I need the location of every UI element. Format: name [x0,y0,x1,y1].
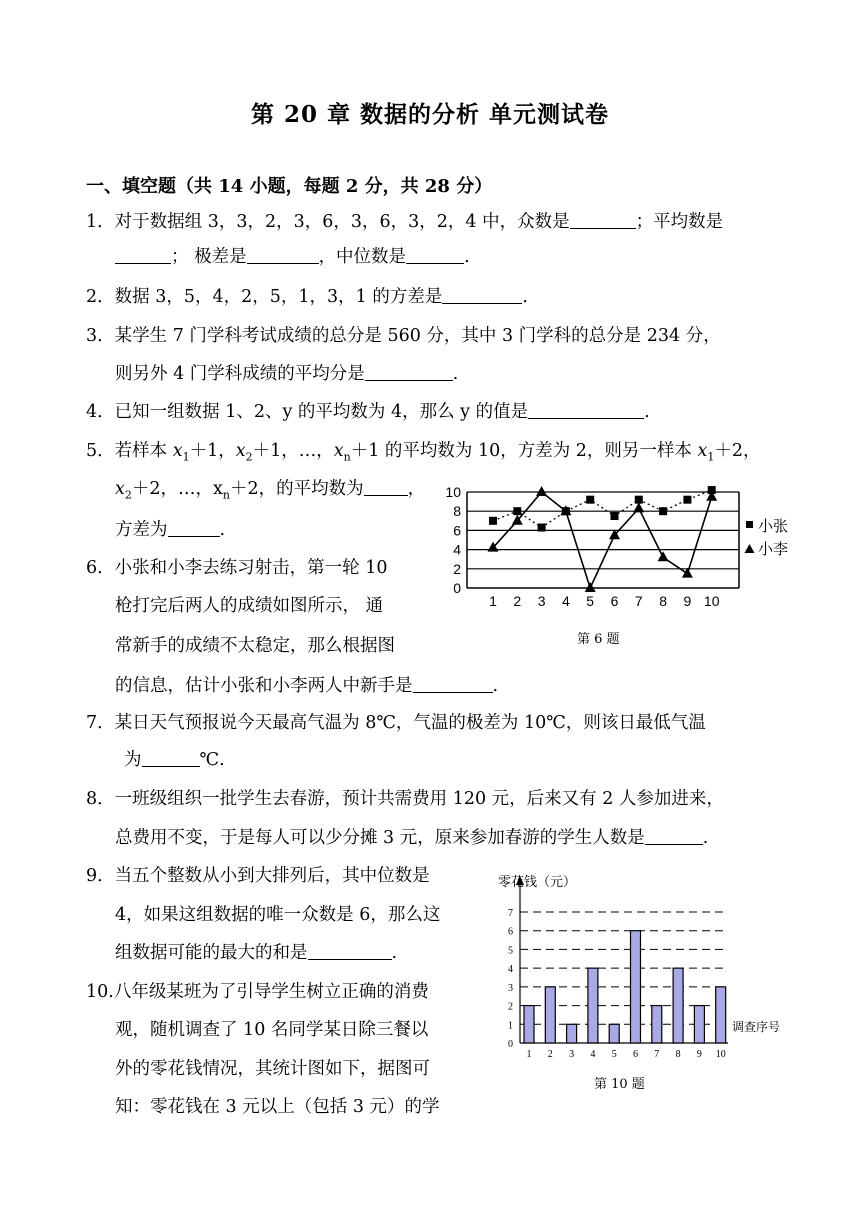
x-tick-label: 5 [611,1049,617,1060]
answer-blank[interactable] [406,245,464,264]
answer-blank[interactable] [364,477,408,496]
question-5-line-1: 5．若样本 $x_1+1$，$x_2+1$，…，$x_n+1$ 的平均数为 10，方差为 2，则另一样本 $x_1+2$， [86,441,761,464]
square-marker [611,512,619,520]
answer-blank[interactable] [645,826,703,845]
triangle-marker [633,502,644,512]
y-tick-label: 0 [453,580,461,596]
answer-blank[interactable] [115,245,171,264]
page-title: 第 20 章 数据的分析 单元测试卷 [250,101,610,128]
x-tick-label: 8 [675,1049,681,1060]
square-marker [683,496,691,504]
x-tick-label: 1 [489,593,497,609]
x-tick-label: 10 [715,1049,726,1060]
y-tick-label: 7 [508,908,513,919]
answer-blank[interactable] [168,518,220,537]
question-4: 4．已知一组数据 1、2、y 的平均数为 4，那么 y 的值是 . [86,402,650,422]
answer-blank[interactable] [413,674,493,693]
chart-6-caption: 第 6 题 [577,632,620,647]
x-tick-label: 2 [513,593,522,609]
x-tick-label: 4 [590,1049,596,1060]
triangle-marker [658,551,669,561]
square-marker [538,524,546,532]
legend-label-xiaoli: 小李 [758,540,789,558]
bar [524,1006,534,1043]
question-6-line-2: 枪打完后两人的成绩如图所示， 通 [115,596,384,616]
question-2: 2．数据 3，5，4，2，5，1，3，1 的方差是 . [86,287,528,307]
question-9-line-1: 9．当五个整数从小到大排列后，其中位数是 [86,866,430,886]
question-8-line-1: 8．一班级组织一批学生去春游，预计共需费用 120 元，后来又有 2 人参加进来， [86,789,724,809]
question-6-line-1: 6．小张和小李去练习射击，第一轮 10 [86,558,388,578]
x-tick-label: 7 [634,593,643,609]
x-tick-label: 3 [569,1049,575,1060]
square-marker [659,507,667,515]
y-tick-label: 0 [508,1039,513,1050]
bar [716,987,726,1043]
chart-10-caption: 第 10 题 [594,1077,645,1092]
section-heading: 一、填空题（共 14 小题，每题 2 分，共 28 分） [86,176,493,197]
triangle-marker [585,582,596,592]
question-6-line-3: 常新手的成绩不太稳定，那么根据图 [115,636,395,656]
question-1-line-2: ； 极差是 ，中位数是 . [115,245,470,269]
y-tick-label: 3 [508,982,513,994]
y-axis-title: 零花钱（元） [498,875,577,890]
answer-blank[interactable] [442,285,522,304]
legend-label-xiaozhang: 小张 [758,517,789,535]
shooting-scores-line-chart [435,480,795,610]
y-tick-label: 10 [445,484,461,500]
question-3-line-2: 则另外 4 门学科成绩的平均分是 . [115,364,459,384]
x-tick-label: 8 [659,593,667,609]
legend-triangle-icon [745,544,755,553]
question-6-line-4: 的信息，估计小张和小李两人中新手是 . [115,676,499,696]
y-tick-label: 1 [508,1020,513,1032]
y-tick-label: 5 [508,945,513,957]
x-tick-label: 1 [526,1049,532,1060]
question-10-line-1: 10.八年级某班为了引导学生树立正确的消费 [86,982,429,1002]
x-tick-label: 6 [633,1049,638,1060]
question-7-line-2: 为 ℃. [124,750,225,770]
x-tick-label: 10 [703,593,720,609]
square-marker [489,517,497,525]
x-tick-label: 3 [537,593,546,609]
x-tick-label: 2 [547,1049,553,1060]
series-line-xiaozhang [493,490,712,527]
x-tick-label: 6 [610,593,619,609]
series-line-xiaoli [493,492,712,588]
answer-blank[interactable] [528,400,644,419]
bar [694,1006,704,1043]
y-tick-label: 2 [508,1001,513,1013]
y-tick-label: 6 [453,522,461,539]
bar [545,987,555,1043]
question-10-line-2: 观，随机调查了 10 名同学某日除三餐以 [115,1020,429,1040]
question-5-line-2: $x_2+2$，…，$x_n+2$，的平均数为 ， [115,479,426,502]
x-tick-label: 7 [654,1049,660,1060]
question-5-line-3: 方差为 . [115,520,226,540]
question-10-line-3: 外的零花钱情况，其统计图如下，据图可 [115,1059,430,1079]
bar [631,931,641,1043]
bar [609,1024,619,1043]
question-8-line-2: 总费用不变，于是每人可以少分摊 3 元，原来参加春游的学生人数是 . [115,828,709,848]
x-tick-label: 4 [562,593,570,609]
answer-blank[interactable] [247,245,319,264]
x-axis-title: 调查序号 [732,1020,781,1034]
bar [567,1024,577,1043]
question-1-line-1: 1．对于数据组 3，3，2，3，6，3，6，3，2，4 中，众数是 ；平均数是 [86,212,724,232]
question-9-line-3: 组数据可能的最大的和是 . [115,943,398,963]
y-tick-label: 6 [508,926,513,938]
bar [673,968,683,1043]
question-7-line-1: 7．某日天气预报说今天最高气温为 8℃，气温的极差为 10℃，则该日最低气温 [86,713,706,733]
square-marker [513,507,521,515]
triangle-marker [536,486,547,496]
y-tick-label: 4 [508,964,513,976]
legend-square-icon [746,521,753,528]
answer-blank[interactable] [308,941,392,960]
question-9-line-2: 4，如果这组数据的唯一众数是 6，那么这 [115,905,441,925]
x-tick-label: 9 [683,593,692,609]
answer-blank[interactable] [142,748,200,767]
y-tick-label: 2 [453,560,461,577]
bar [588,968,598,1043]
question-3-line-1: 3．某学生 7 门学科考试成绩的总分是 560 分，其中 3 门学科的总分是 234 分， [86,326,721,346]
question-10-line-4: 知：零花钱在 3 元以上（包括 3 元）的学 [115,1097,440,1117]
square-marker [586,496,594,504]
x-tick-label: 9 [696,1049,702,1060]
answer-blank[interactable] [365,362,453,381]
answer-blank[interactable] [570,210,636,229]
pocket-money-bar-chart [496,868,796,1068]
y-tick-label: 4 [453,541,461,558]
y-tick-label: 8 [453,503,461,520]
bar [652,1006,662,1043]
x-tick-label: 5 [586,593,595,609]
